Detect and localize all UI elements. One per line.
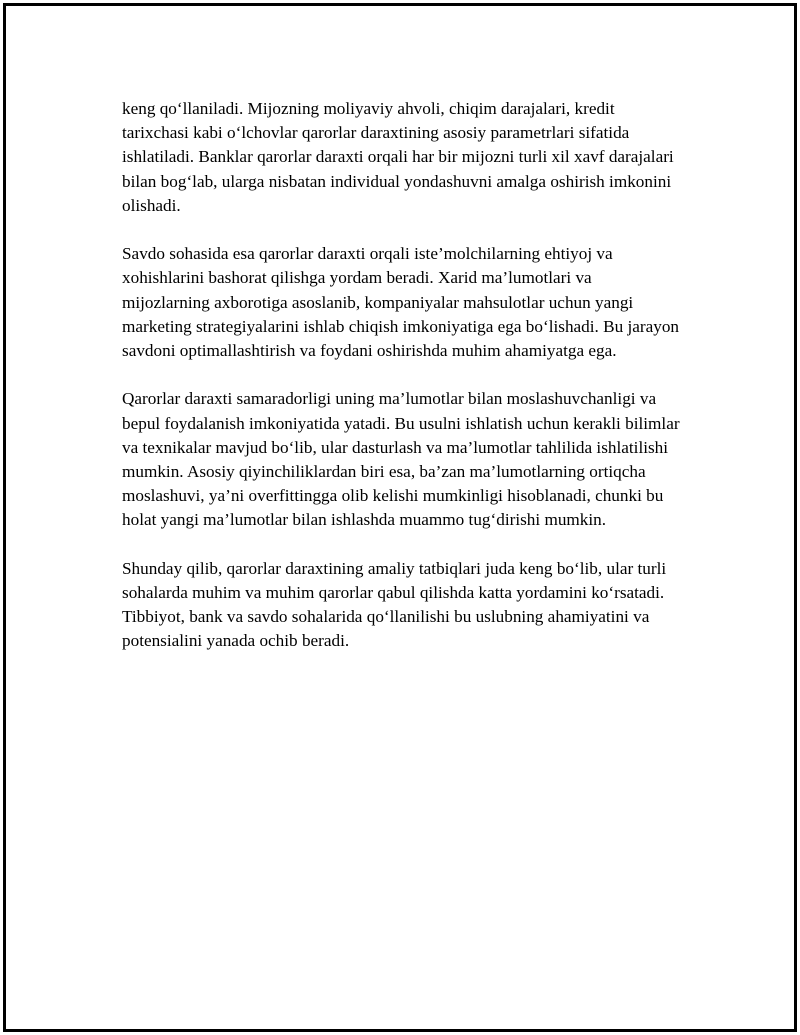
paragraph-conclusion: Shunday qilib, qarorlar daraxtining amaliy tatbiqlari juda keng bo‘lib, ular turli sohalarda muhim va muhim qarorlar qabul qilishda katta yordamini ko‘rsatadi. Tibbiyot, bank va savdo sohalarida qo‘llanilishi bu uslubning ahamiyatini va potensialini yanada ochib beradi. [122, 558, 667, 651]
page-frame [3, 3, 797, 1032]
paragraph-banking: keng qo‘llaniladi. Mijozning moliyaviy ahvoli, chiqim darajalari, kredit tarixchasi kabi o‘lchovlar qarorlar daraxtining asosiy parametrlari sifatida ishlatiladi. Banklar qarorlar daraxti orqali har bir mijozni turli xil xavf darajalari bilan bog‘lab, ularga nisbatan individual yondashuvni amalga oshirish imkonini olishadi. [122, 99, 674, 215]
paragraph-effectiveness: Qarorlar daraxti samaradorligi uning ma’lumotlar bilan moslashuvchanligi va bepul foydalanish imkoniyatida yatadi. Bu usulni ishlatish uchun kerakli bilimlar va texnikalar mavjud bo‘lib, ular dasturlash va ma’lumotlar tahlilida ishlatilishi mumkin. Asosiy qiyinchiliklardan biri esa, ba’zan ma’lumotlarning ortiqcha moslashuvi, ya’ni overfittingga olib kelishi mumkinligi hisoblanadi, chunki bu holat yangi ma’lumotlar bilan ishlashda muammo tug‘dirishi mumkin. [122, 389, 680, 530]
paragraph-retail: Savdo sohasida esa qarorlar daraxti orqali iste’molchilarning ehtiyoj va xohishlarini bashorat qilishga yordam beradi. Xarid ma’lumotlari va mijozlarning axborotiga asoslanib, kompaniyalar mahsulotlar uchun yangi marketing strategiyalarini ishlab chiqish imkoniyatiga ega bo‘lishadi. Bu jarayon savdoni optimallashtirish va foydani oshirishda muhim ahamiyatga ega. [122, 244, 680, 361]
document-body [122, 97, 682, 678]
